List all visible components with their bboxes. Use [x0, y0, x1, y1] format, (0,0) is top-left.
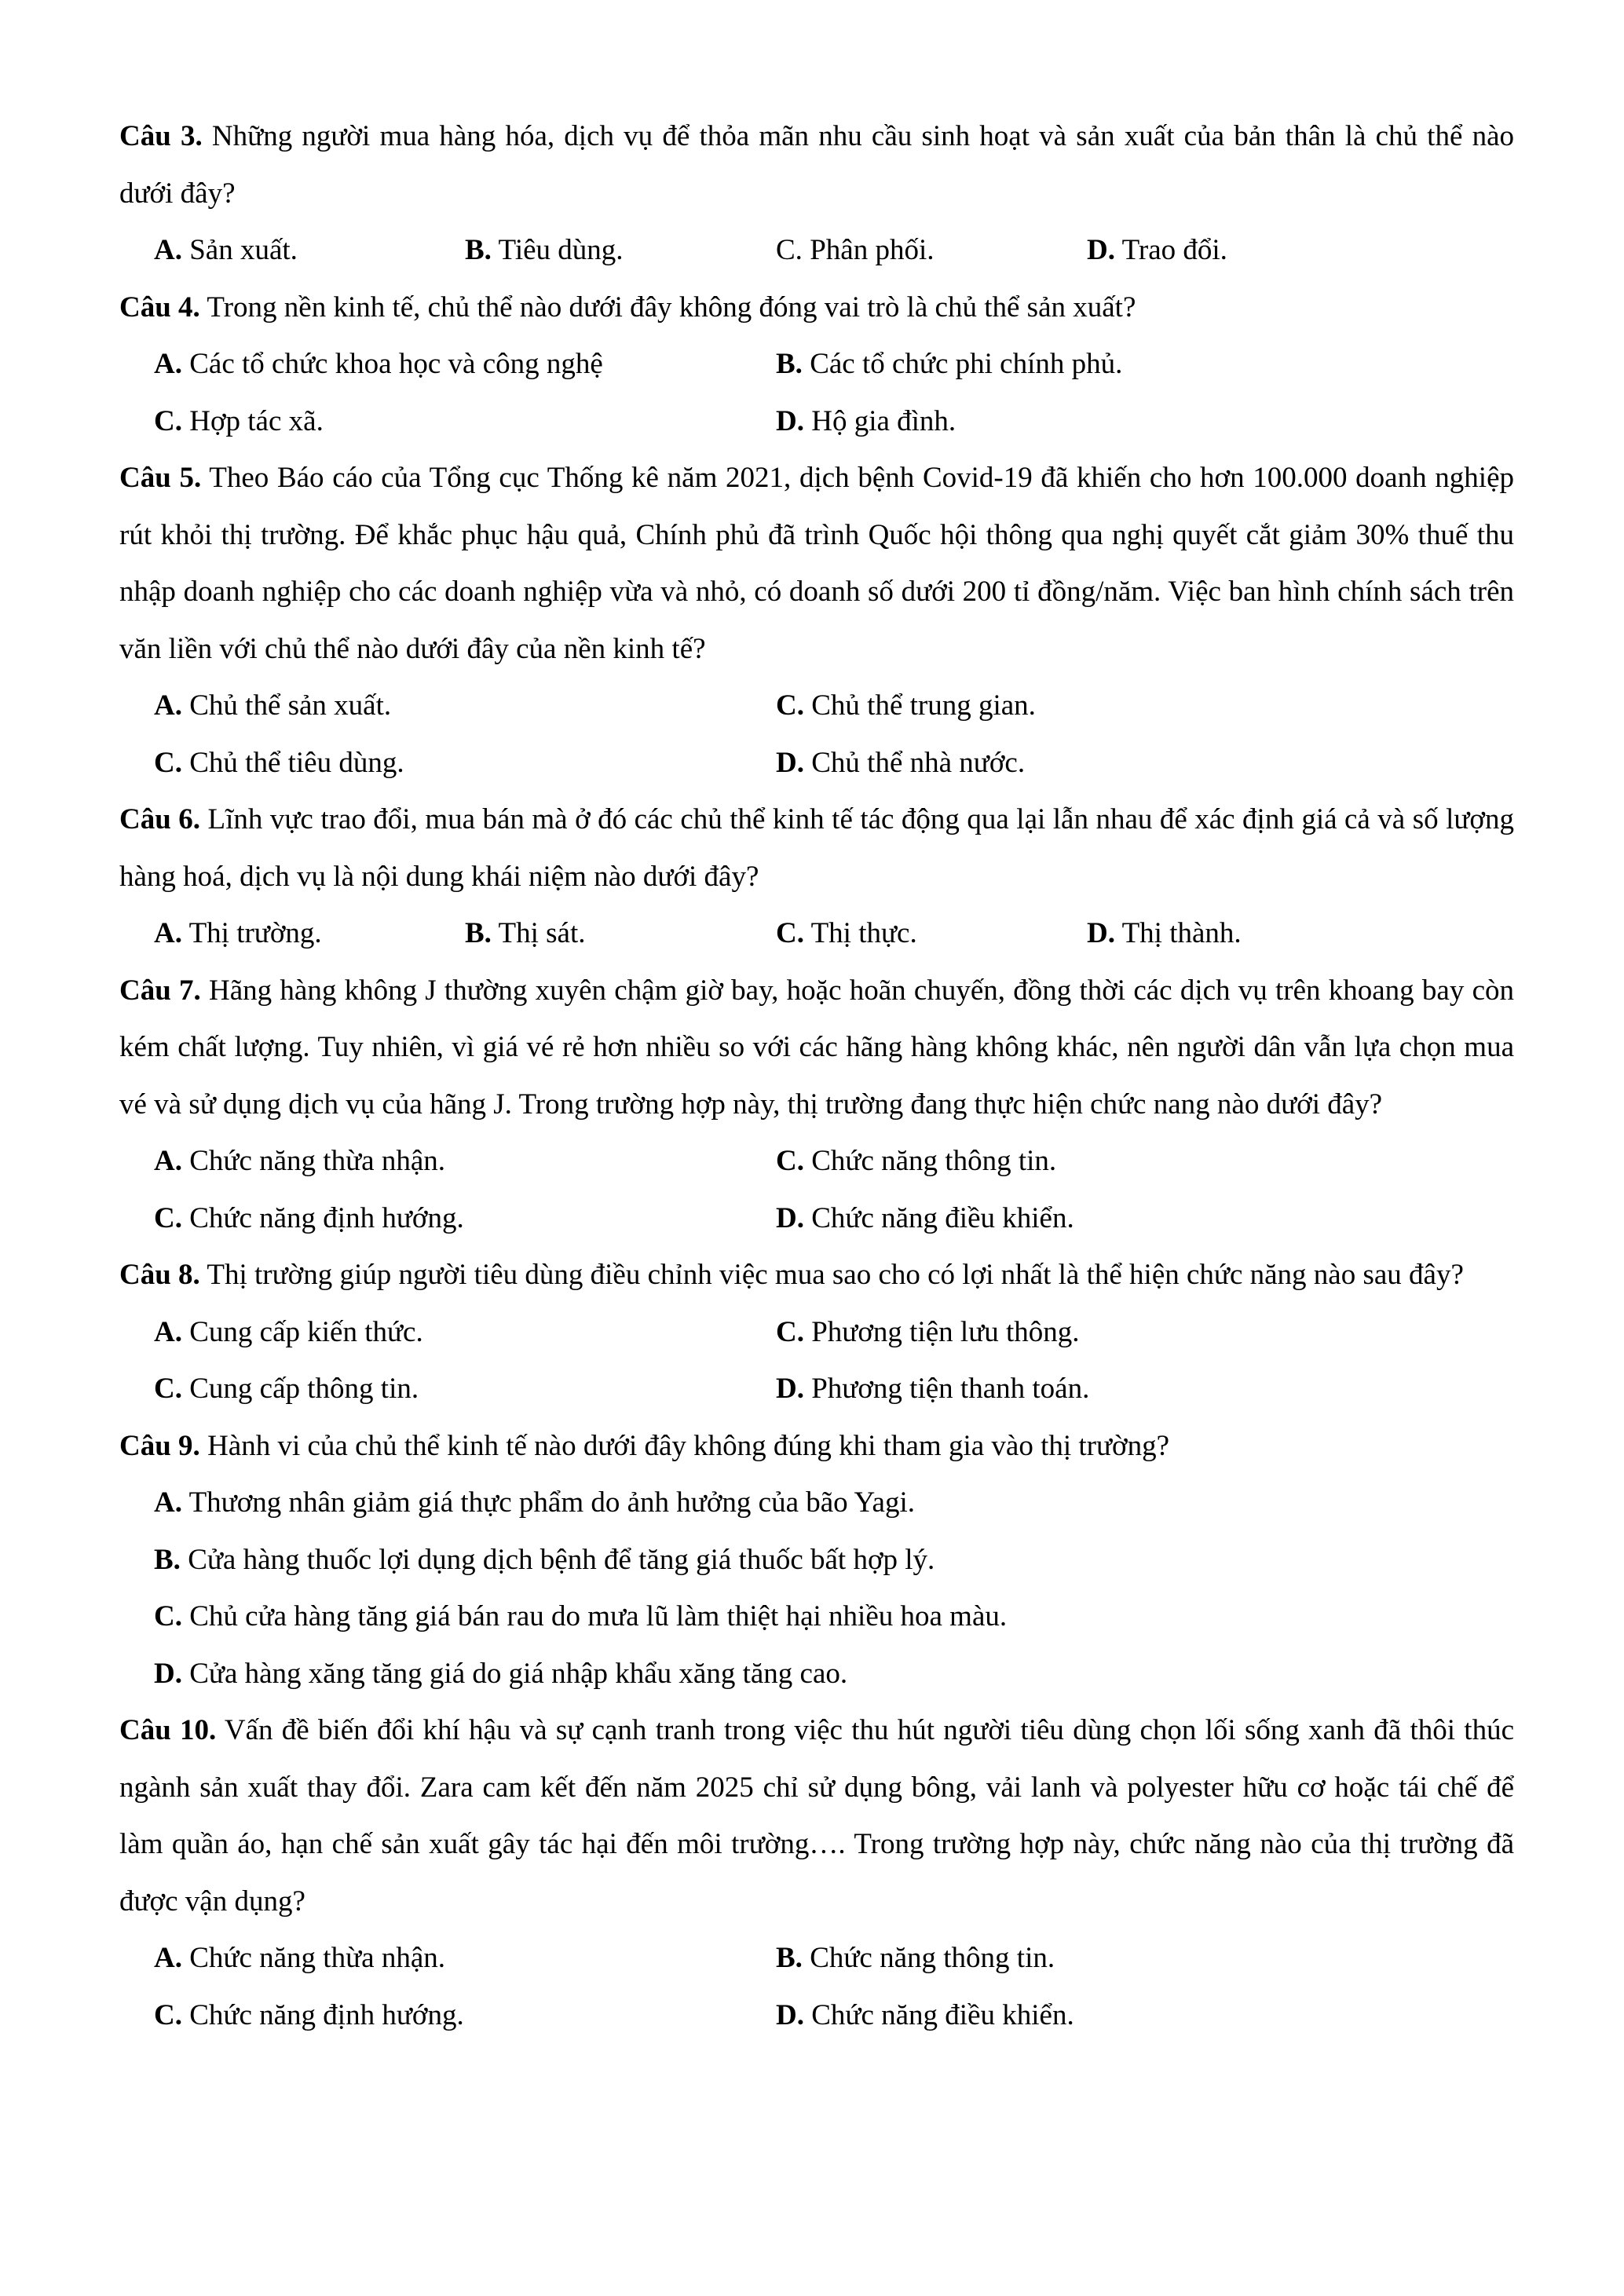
option-letter: B.: [776, 1942, 803, 1974]
options-row: [119, 1304, 1514, 1362]
option-c: [154, 1190, 464, 1248]
option-text: Cung cấp thông tin.: [181, 1373, 419, 1405]
option-text: Thị trường.: [181, 917, 322, 949]
option-d: [1087, 905, 1242, 963]
option-b: [465, 905, 586, 963]
option-text: Chức năng thừa nhận.: [181, 1942, 445, 1974]
option-text: Thị thành.: [1114, 917, 1242, 949]
question-6: [119, 792, 1514, 905]
option-text: Phân phối.: [802, 234, 935, 266]
options-row: [119, 1930, 1514, 1987]
question-text: Vấn đề biến đổi khí hậu và sự cạnh tranh trong việc thu hút người tiêu dùng chọn lối sống xanh đã thôi thúc ngành sản xuất thay đổi. Zara cam kết đến năm 2025 chỉ sử dụng bông, vải lanh và polyester hữu cơ hoặc tái chế để làm quần áo, hạn chế sản xuất gây tác hại đến môi trường…. Trong trường hợp này, chức năng nào của thị trường đã được vận dụng?: [119, 1714, 1514, 1918]
option-c: [154, 1987, 464, 2045]
question-text: Thị trường giúp người tiêu dùng điều chỉnh việc mua sao cho có lợi nhất là thể hiện chức năng nào sau đây?: [199, 1259, 1464, 1291]
option-letter: C.: [154, 1600, 182, 1632]
option-text: Phương tiện lưu thông.: [803, 1315, 1080, 1348]
option-b: [776, 336, 1122, 393]
option-letter: A.: [154, 1942, 182, 1974]
option-a: [154, 336, 603, 393]
option-letter: D.: [776, 1201, 804, 1234]
option-text: Chủ thể trung gian.: [803, 689, 1036, 722]
option-letter: C.: [776, 234, 803, 266]
option-d: [776, 1361, 1089, 1418]
option-text: Hợp tác xã.: [181, 404, 324, 437]
option-c: [119, 1589, 1514, 1646]
option-text: Chủ thể nhà nước.: [803, 746, 1026, 779]
options-row: [119, 1987, 1514, 2045]
option-letter: D.: [776, 1373, 804, 1405]
option-text: Thị thực.: [803, 917, 917, 949]
options-row: [119, 1190, 1514, 1248]
options-row: [119, 1133, 1514, 1190]
question-text: Lĩnh vực trao đổi, mua bán mà ở đó các chủ thể kinh tế tác động qua lại lẫn nhau để xác định giá cả và số lượng hàng hoá, dịch vụ là nội dung khái niệm nào dưới đây?: [119, 803, 1514, 893]
option-letter: B.: [154, 1543, 181, 1576]
option-text: Chức năng định hướng.: [181, 1998, 464, 2031]
option-text: Phương tiện thanh toán.: [803, 1373, 1090, 1405]
option-b: [776, 1133, 1056, 1190]
options-row: [119, 336, 1514, 393]
options-row: [119, 735, 1514, 792]
question-text: Trong nền kinh tế, chủ thể nào dưới đây không đóng vai trò là chủ thể sản xuất?: [199, 291, 1136, 324]
option-letter: D.: [1087, 234, 1115, 266]
option-a: [154, 905, 322, 963]
option-letter: A.: [154, 1315, 182, 1348]
option-letter: C.: [154, 1998, 182, 2031]
option-a: [154, 1304, 423, 1362]
option-text: Chủ thể sản xuất.: [181, 689, 392, 722]
option-c: [776, 222, 934, 280]
option-text: Chức năng thông tin.: [802, 1942, 1055, 1974]
option-letter: B.: [465, 917, 492, 949]
question-label: Câu 9.: [119, 1429, 200, 1462]
question-text: Theo Báo cáo của Tổng cục Thống kê năm 2021, dịch bệnh Covid-19 đã khiến cho hơn 100.000 doanh nghiệp rút khỏi thị trường. Để khắc phục hậu quả, Chính phủ đã trình Quốc hội thông qua nghị quyết cắt giảm 30% thuế thu nhập doanh nghiệp cho các doanh nghiệp vừa và nhỏ, có doanh số dưới 200 tỉ đồng/năm. Việc ban hình chính sách trên văn liền với chủ thể nào dưới đây của nền kinh tế?: [119, 462, 1514, 665]
option-text: Thương nhân giảm giá thực phẩm do ảnh hưởng của bão Yagi.: [181, 1486, 916, 1519]
option-d: [776, 393, 956, 451]
option-d: [1087, 222, 1227, 280]
option-letter: C.: [776, 1315, 804, 1348]
option-letter: A.: [154, 234, 182, 266]
option-b: [776, 1930, 1055, 1987]
question-label: Câu 10.: [119, 1714, 217, 1746]
option-b: [119, 1532, 1514, 1589]
options-row: [119, 222, 1514, 280]
option-text: Thị sát.: [491, 917, 586, 949]
option-a: [154, 1930, 445, 1987]
option-text: Các tổ chức khoa học và công nghệ: [181, 348, 603, 380]
option-text: Chức năng thông tin.: [803, 1145, 1057, 1177]
option-text: Cửa hàng xăng tăng giá do giá nhập khẩu xăng tăng cao.: [181, 1657, 848, 1690]
option-text: Chủ thể tiêu dùng.: [181, 746, 404, 779]
option-letter: D.: [154, 1657, 182, 1690]
options-row: [119, 1361, 1514, 1418]
option-letter: C.: [154, 1201, 182, 1234]
question-label: Câu 4.: [119, 291, 200, 324]
option-letter: C.: [776, 917, 804, 949]
option-text: Chức năng điều khiển.: [803, 1201, 1074, 1234]
option-letter: A.: [154, 917, 182, 949]
option-letter: C.: [776, 689, 804, 722]
option-text: Trao đổi.: [1114, 234, 1227, 266]
options-row: [119, 678, 1514, 735]
question-8: [119, 1247, 1514, 1304]
option-c: [154, 393, 324, 451]
question-5: [119, 450, 1514, 678]
option-a: [119, 1475, 1514, 1532]
question-9: [119, 1418, 1514, 1475]
option-b: [776, 678, 1036, 735]
option-text: Sản xuất.: [181, 234, 298, 266]
option-d: [119, 1646, 1514, 1703]
question-label: Câu 8.: [119, 1259, 200, 1291]
option-letter: D.: [776, 1998, 804, 2031]
option-a: [154, 1133, 445, 1190]
option-text: Các tổ chức phi chính phủ.: [802, 348, 1123, 380]
question-text: Những người mua hàng hóa, dịch vụ để thỏa mãn nhu cầu sinh hoạt và sản xuất của bản thân là chủ thể nào dưới đây?: [119, 120, 1514, 210]
option-letter: D.: [776, 404, 804, 437]
option-b: [465, 222, 624, 280]
question-label: Câu 7.: [119, 974, 201, 1007]
option-letter: C.: [776, 1145, 804, 1177]
option-letter: C.: [154, 1373, 182, 1405]
question-text: Hành vi của chủ thể kinh tế nào dưới đây không đúng khi tham gia vào thị trường?: [199, 1429, 1170, 1462]
option-text: Hộ gia đình.: [803, 404, 956, 437]
question-4: [119, 280, 1514, 337]
question-10: [119, 1702, 1514, 1930]
option-letter: A.: [154, 1486, 182, 1519]
option-text: Tiêu dùng.: [491, 234, 624, 266]
question-3: [119, 108, 1514, 222]
option-a: [154, 222, 298, 280]
option-text: Cửa hàng thuốc lợi dụng dịch bệnh để tăng giá thuốc bất hợp lý.: [180, 1543, 935, 1576]
option-text: Chủ cửa hàng tăng giá bán rau do mưa lũ làm thiệt hại nhiều hoa màu.: [181, 1600, 1008, 1632]
option-text: Chức năng định hướng.: [181, 1201, 464, 1234]
question-7: [119, 963, 1514, 1134]
option-letter: D.: [1087, 917, 1115, 949]
options-row: [119, 393, 1514, 451]
option-letter: C.: [154, 404, 182, 437]
options-row: [119, 905, 1514, 963]
option-letter: C.: [154, 746, 182, 779]
option-c: [154, 1361, 419, 1418]
option-d: [776, 1987, 1074, 2045]
question-text: Hãng hàng không J thường xuyên chậm giờ bay, hoặc hoãn chuyến, đồng thời các dịch vụ trên khoang bay còn kém chất lượng. Tuy nhiên, vì giá vé rẻ hơn nhiều so với các hãng hàng không khác, nên người dân vẫn lựa chọn mua vé và sử dụng dịch vụ của hãng J. Trong trường hợp này, thị trường đang thực hiện chức nang nào dưới đây?: [119, 974, 1514, 1121]
option-a: [154, 678, 391, 735]
option-text: Chức năng điều khiển.: [803, 1998, 1074, 2031]
option-letter: A.: [154, 689, 182, 722]
option-d: [776, 735, 1025, 792]
option-letter: A.: [154, 1145, 182, 1177]
question-label: Câu 6.: [119, 803, 201, 835]
option-d: [776, 1190, 1074, 1248]
option-c: [154, 735, 404, 792]
option-letter: D.: [776, 746, 804, 779]
option-text: Chức năng thừa nhận.: [181, 1145, 445, 1177]
option-text: Cung cấp kiến thức.: [181, 1315, 423, 1348]
option-letter: B.: [776, 348, 803, 380]
option-b: [776, 1304, 1080, 1362]
question-label: Câu 5.: [119, 462, 202, 494]
question-label: Câu 3.: [119, 120, 203, 152]
option-c: [776, 905, 917, 963]
option-letter: B.: [465, 234, 492, 266]
option-letter: A.: [154, 348, 182, 380]
